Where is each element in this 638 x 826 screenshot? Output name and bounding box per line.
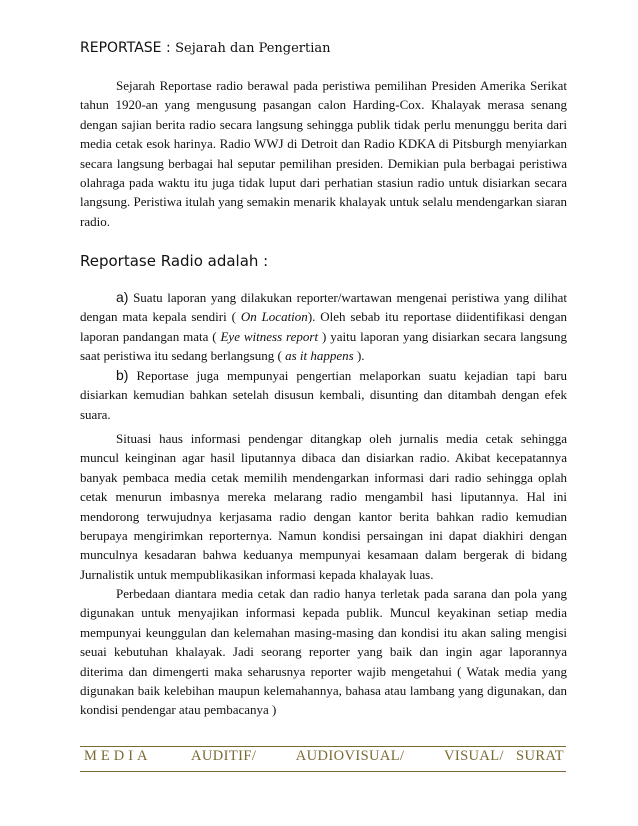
title-sub: Sejarah dan Pengertian [175,41,331,56]
paragraph-history [80,76,567,231]
footer-bar [84,748,564,765]
paragraph-situation-text: Situasi haus informasi pendengar ditangkap oleh jurnalis media cetak sehingga muncul keinginan agar hasil liputannya dibaca dan disiarkan radio. Akibat kecepatannya banyak pembaca media cetak memilih mendengarkan informasi dari radio sehingga oplah cetak menurun imbasnya mereka melarang radio mengambil hasi liputannya. Hal ini mendorong terwujudnya kerjasama radio dengan kantor berita bahkan radio kemudian berupaya mengirimkan reporternya. Namun kondisi persaingan ini dapat diakhiri dengan munculnya kesadaran bahwa keduanya mempunyai kesamaan dalam bergerak di bidang Jurnalistik untuk mempublikasikan informasi kepada khalayak luas. [80,431,567,582]
page-title [80,40,331,56]
footer-media: MEDIA [84,748,152,764]
paragraph-situation [80,429,567,584]
item-a-text-2: ). Oleh sebab itu reportase diidentifikasi dengan laporan pandangan mata ( [80,309,568,344]
section-heading-definition: Reportase Radio adalah : [80,252,269,270]
item-a-emphasis-3: as it happens [285,348,354,364]
item-a-text-3: ) yaitu laporan yang disiarkan secara langsung saat peristiwa itu sedang berlangsung ( [80,328,568,364]
paragraph-difference [80,584,567,720]
item-a-emphasis-1: On Location [240,309,308,325]
definition-item-a [80,288,567,366]
item-a-text-4: ). [353,348,365,364]
footer-visual-surat: VISUAL/ SURAT [443,748,564,764]
title-main: REPORTASE : [80,40,171,56]
item-a-label: a) [116,289,129,305]
paragraph-difference-text: Perbedaan diantara media cetak dan radio hanya terletak pada sarana dan pola yang digunakan untuk menyajikan informasi kepada publik. Muncul keyakinan setiap media mempunyai keunggulan dan kelemahan masing-masing dan kondisi itu akan saling mengisi seuai kebutuhan khalayak. Jadi seorang reporter yang baik dan ingin agar laporannya diterima dan dimengerti maka seharusnya reporter wajib mengetahui ( Watak media yang digunakan baik kelebihan maupun kelemahannya, bahasa atau lambang yang digunakan, dan kondisi pendengar atau pembacanya ) [80,586,567,718]
paragraph-history-text: Sejarah Reportase radio berawal pada peristiwa pemilihan Presiden Amerika Serikat tahun 1920-an yang mengusung pasangan calon Harding-Cox. Khalayak merasa senang dengan sajian berita radio secara langsung sehingga publik tidak perlu menunggu berita dari media cetak esok harinya. Radio WWJ di Detroit dan Radio KDKA di Pitsburgh menyiarkan secara langsung berbagai hal seputar pemilihan presiden. Demikian pula berbagai peristiwa olahraga pada waktu itu juga tidak luput dari perhatian stasiun radio untuk disiarkan secara langsung. Peristiwa itulah yang semakin menarik khalayak untuk selalu mendengarkan siaran radio. [80,78,567,229]
footer-divider-bottom [80,771,566,772]
item-b-label: b) [116,367,129,383]
item-a-emphasis-2: Eye witness report [220,328,319,344]
footer-auditif: AUDITIF/ [191,748,257,764]
footer-divider-top [80,746,566,747]
item-b-text: Reportase juga mempunyai pengertian melaporkan suatu kejadian tapi baru disiarkan kemudian bahkan setelah disusun kembali, disunting dan ditambah dengan efek suara. [80,368,568,422]
definition-item-b [80,366,567,424]
footer-audiovisual: AUDIOVISUAL/ [295,748,405,764]
item-a-text-1: Suatu laporan yang dilakukan reporter/wartawan mengenai peristiwa yang dilihat dengan mata kepala sendiri ( [80,290,568,325]
